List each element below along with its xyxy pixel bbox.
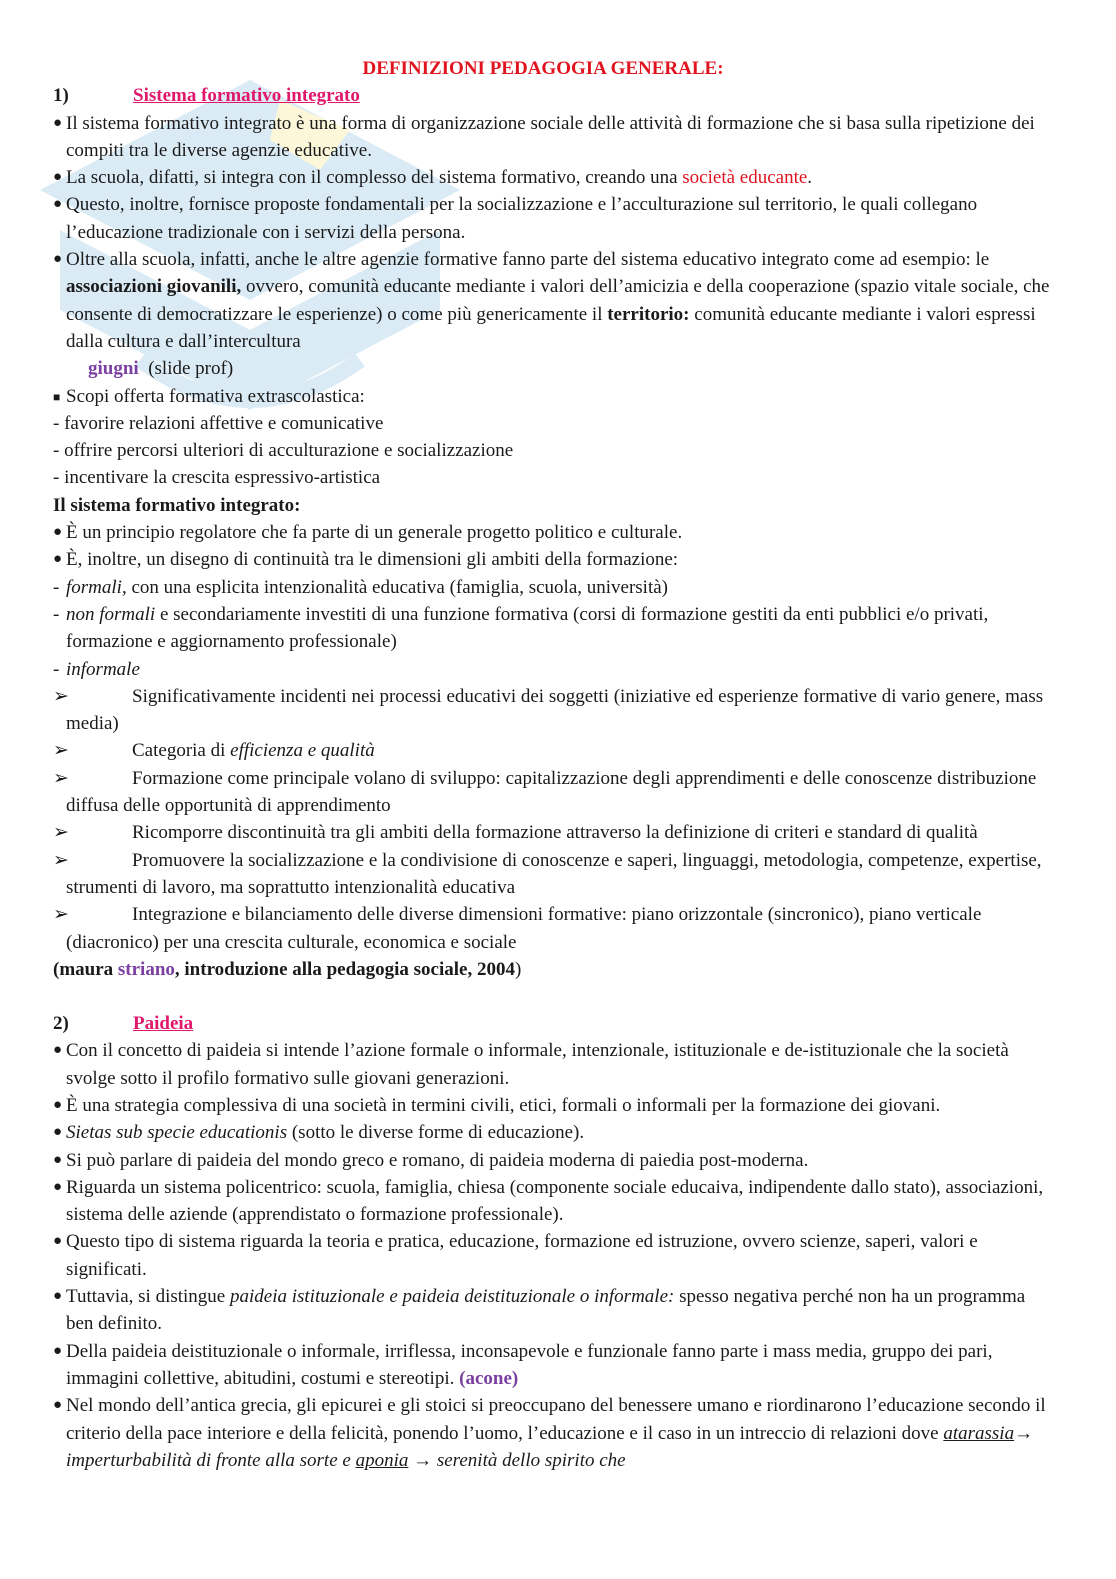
list-item: ● È un principio regolatore che fa parte di un generale progetto politico e culturale. — [53, 519, 1053, 546]
square-bullet-icon: ■ — [53, 389, 61, 404]
list-item: ● Si può parlare di paideia del mondo greco e romano, di paideia moderna di paiedia post-moderna. — [53, 1147, 1053, 1174]
list-item: - offrire percorsi ulteriori di acculturazione e socializzazione — [53, 440, 514, 462]
bullet-dot-icon: ● — [53, 114, 63, 131]
section-title: Sistema formativo integrato — [133, 85, 360, 107]
list-item: ● Questo tipo di sistema riguarda la teoria e pratica, educazione, formazione ed istruzione, ovvero scienze, saperi, valori e significati. — [53, 1228, 1053, 1283]
bullet-dot-icon: ● — [53, 1042, 63, 1059]
list-item: - informale — [53, 658, 140, 680]
list-item: ● Tuttavia, si distingue paideia istituzionale e paideia deistituzionale o informale: spesso negativa perché non ha un programma ben definito. — [53, 1283, 1053, 1338]
bullet-dot-icon: ● — [53, 1178, 63, 1195]
bullet-dot-icon: ● — [53, 1151, 63, 1168]
list-item: - incentivare la crescita espressivo-artistica — [53, 467, 381, 489]
list-item: ● Questo, inoltre, fornisce proposte fondamentali per la socializzazione e l’acculturazione sul territorio, le quali collegano l’educazione tradizionale con i servizi della persona. — [53, 191, 1053, 246]
list-item: ● Riguarda un sistema policentrico: scuola, famiglia, chiesa (componente sociale educaiva, indipendente dallo stato), associazioni, sistema delle aziende (apprendistato o formazione professionale). — [53, 1174, 1053, 1229]
section-number: 1) — [53, 85, 69, 107]
list-item: ● Nel mondo dell’antica grecia, gli epicurei e gli stoici si preoccupano del benessere umano e riordinarono l’educazione secondo il criterio della pace interiore e della felicità, ponendo l’uomo, l’educazione e il caso in un intreccio di relazioni dove atarassia→ imperturbabilità di fronte alla sorte e aponia → serenità dello spirito che — [53, 1392, 1053, 1474]
list-item: ➢ Categoria di efficienza e qualità — [53, 737, 1053, 764]
bullet-dot-icon: ● — [53, 1397, 63, 1414]
highlight-term: società educante — [682, 167, 808, 189]
list-item: - formali, con una esplicita intenzionalità educativa (famiglia, scuola, università) — [53, 576, 668, 598]
section-2-heading — [53, 1010, 1053, 1037]
list-item: ➢ Formazione come principale volano di sviluppo: capitalizzazione degli apprendimenti e delle conoscenze distribuzione diffusa delle opportunità di apprendimento — [53, 765, 1053, 820]
bullet-dot-icon: ● — [53, 1342, 63, 1359]
section-1-heading — [53, 82, 1053, 109]
list-item: ■ Scopi offerta formativa extrascolastica: — [53, 383, 1053, 410]
bullet-dot-icon: ● — [53, 196, 63, 213]
source-note: giugni (slide prof) — [88, 358, 234, 380]
document-body — [53, 55, 1053, 1474]
list-item: ➢ Significativamente incidenti nei processi educativi dei soggetti (iniziative ed esperienze formative di vario genere, mass media) — [53, 683, 1053, 738]
list-item: ● La scuola, difatti, si integra con il complesso del sistema formativo, creando una società educante. — [53, 164, 1053, 191]
section-title: Paideia — [133, 1013, 194, 1035]
subheading: Il sistema formativo integrato: — [53, 494, 301, 516]
arrow-bullet-icon: ➢ — [53, 849, 69, 871]
list-item: ● È, inoltre, un disegno di continuità tra le dimensioni gli ambiti della formazione: — [53, 546, 1053, 573]
arrow-bullet-icon: ➢ — [53, 904, 69, 926]
list-item: ➢ Promuovere la socializzazione e la condivisione di conoscenze e saperi, linguaggi, metodologia, competenze, expertise, strumenti di lavoro, ma soprattutto intenzionalità educativa — [53, 847, 1053, 902]
section-number: 2) — [53, 1013, 69, 1035]
list-item: ● Il sistema formativo integrato è una forma di organizzazione sociale delle attività di formazione che si basa sulla ripetizione dei compiti tra le diverse agenzie educative. — [53, 110, 1053, 165]
bullet-dot-icon: ● — [53, 524, 63, 541]
bullet-dot-icon: ● — [53, 251, 63, 268]
bullet-dot-icon: ● — [53, 1124, 63, 1141]
list-item: ● Della paideia deistituzionale o informale, irriflessa, inconsapevole e funzionale fanno parte i mass media, gruppo dei pari, immagini collettive, abitudini, costumi e stereotipi. (acone) — [53, 1338, 1053, 1393]
arrow-bullet-icon: ➢ — [53, 740, 69, 762]
page-title: DEFINIZIONI PEDAGOGIA GENERALE: — [362, 58, 724, 79]
list-item: ● Oltre alla scuola, infatti, anche le altre agenzie formative fanno parte del sistema educativo integrato come ad esempio: le associazioni giovanili, ovvero, comunità educante mediante i valori dell’amicizia e della cooperazione (spazio vitale sociale, che consente di democratizzare le esperienze) o come più genericamente il territorio: comunità educante mediante i valori espressi dalla cultura e dall’intercultura — [53, 246, 1053, 355]
list-item: ● Sietas sub specie educationis (sotto le diverse forme di educazione). — [53, 1119, 1053, 1146]
bullet-dot-icon: ● — [53, 551, 63, 568]
list-item: ● È una strategia complessiva di una società in termini civili, etici, formali o informali per la formazione dei giovani. — [53, 1092, 1053, 1119]
list-item: ➢ Ricomporre discontinuità tra gli ambiti della formazione attraverso la definizione di criteri e standard di qualità — [53, 819, 1053, 846]
bullet-dot-icon: ● — [53, 1288, 63, 1305]
arrow-bullet-icon: ➢ — [53, 822, 69, 844]
arrow-bullet-icon: ➢ — [53, 685, 69, 707]
bullet-dot-icon: ● — [53, 1233, 63, 1250]
bullet-dot-icon: ● — [53, 169, 63, 186]
list-item: ➢ Integrazione e bilanciamento delle diverse dimensioni formative: piano orizzontale (sincronico), piano verticale (diacronico) per una crescita culturale, economica e sociale — [53, 901, 1053, 956]
list-item: - favorire relazioni affettive e comunicative — [53, 412, 384, 434]
list-item: ● Con il concetto di paideia si intende l’azione formale o informale, intenzionale, istituzionale e de-istituzionale che la società svolge sotto il profilo formativo sulle giovani generazioni. — [53, 1037, 1053, 1092]
citation: (maura striano, introduzione alla pedagogia sociale, 2004) — [53, 958, 522, 980]
arrow-bullet-icon: ➢ — [53, 767, 69, 789]
list-item: - non formali e secondariamente investiti di una funzione formativa (corsi di formazione gestiti da enti pubblici e/o privati, formazione e aggiornamento professionale) — [53, 603, 989, 653]
bullet-dot-icon: ● — [53, 1096, 63, 1113]
